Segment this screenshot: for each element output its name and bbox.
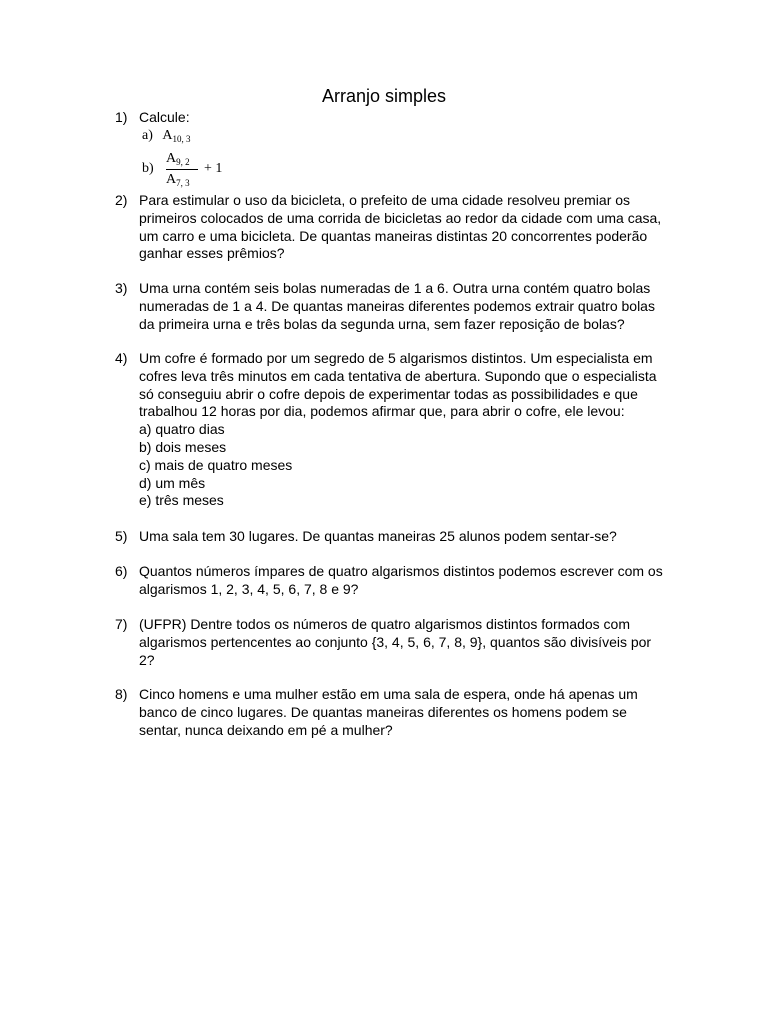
question-number: 2) bbox=[115, 192, 128, 208]
answer-option-b: b) dois meses bbox=[139, 438, 227, 455]
question-number: 4) bbox=[115, 350, 128, 366]
item-b-label: b) bbox=[142, 161, 154, 176]
question-text-line: Um cofre é formado por um segredo de 5 algarismos distintos. Um especialista em bbox=[139, 350, 653, 366]
answer-option-c: c) mais de quatro meses bbox=[139, 456, 293, 473]
question-text-line: 2? bbox=[139, 651, 155, 668]
question-text-line: Cinco homens e uma mulher estão em uma sala de espera, onde há apenas um bbox=[139, 686, 638, 702]
question-text-line: algarismos pertencentes ao conjunto {3, 4, 5, 6, 7, 8, 9}, quantos são divisíveis por bbox=[139, 633, 652, 650]
question-text-line: numeradas de 1 a 4. De quantas maneiras diferentes podemos extrair quatro bolas bbox=[139, 297, 655, 314]
question-text-line: só conseguiu abrir o cofre depois de experimentar todas as possibilidades e que bbox=[139, 385, 638, 402]
arrangement-subscript: 10, 3 bbox=[172, 134, 191, 144]
question-text-line: trabalhou 12 horas por dia, podemos afirmar que, para abrir o cofre, ele levou: bbox=[139, 403, 625, 420]
arrangement-subscript: 9, 2 bbox=[176, 157, 190, 167]
fraction-bar bbox=[166, 169, 198, 170]
arrangement-symbol: A bbox=[166, 172, 177, 187]
question-text-line: algarismos 1, 2, 3, 4, 5, 6, 7, 8 e 9? bbox=[139, 580, 359, 597]
page-title: Arranjo simples bbox=[321, 86, 447, 106]
question-text-line: um carro e uma bicicleta. De quantas maneiras distintas 20 concorrentes poderão bbox=[139, 227, 648, 244]
answer-option-d: d) um mês bbox=[139, 474, 206, 491]
question-number: 6) bbox=[115, 563, 128, 579]
arrangement-symbol: A bbox=[166, 151, 177, 166]
question-text-line: (UFPR) Dentre todos os números de quatro algarismos distintos formados com bbox=[139, 616, 630, 632]
answer-option-a: a) quatro dias bbox=[139, 421, 225, 438]
question-text-line: Quantos números ímpares de quatro algarismos distintos podemos escrever com os bbox=[139, 563, 663, 579]
question-number: 1) bbox=[115, 109, 128, 125]
question-text-line: primeiros colocados de uma corrida de bicicletas ao redor da cidade com uma casa, bbox=[139, 209, 662, 226]
question-text-line: Uma sala tem 30 lugares. De quantas maneiras 25 alunos podem sentar-se? bbox=[139, 528, 617, 544]
arrangement-symbol: A bbox=[162, 128, 173, 143]
plus-one: + 1 bbox=[204, 161, 223, 176]
question-number: 3) bbox=[115, 280, 128, 296]
question-text-line: ganhar esses prêmios? bbox=[139, 245, 285, 262]
question-text-line: da primeira urna e três bolas da segunda urna, sem fazer reposição de bolas? bbox=[139, 315, 625, 332]
arrangement-subscript: 7, 3 bbox=[176, 178, 190, 188]
question-text-line: cofres leva três minutos em cada tentativa de abertura. Supondo que o especialista bbox=[139, 367, 657, 384]
question-text-line: Para estimular o uso da bicicleta, o prefeito de uma cidade resolveu premiar os bbox=[139, 192, 631, 208]
fraction-numerator bbox=[166, 151, 190, 167]
item-b-expression bbox=[142, 151, 262, 193]
item-a-label: a) bbox=[142, 128, 153, 143]
question-number: 8) bbox=[115, 686, 128, 702]
item-a-expression bbox=[142, 128, 191, 144]
question-text-line: banco de cinco lugares. De quantas maneiras diferentes os homens podem se bbox=[139, 703, 627, 720]
question-text-line: Uma urna contém seis bolas numeradas de 1 a 6. Outra urna contém quatro bolas bbox=[139, 280, 651, 296]
question-number: 7) bbox=[115, 616, 128, 632]
question-number: 5) bbox=[115, 528, 128, 544]
answer-option-e: e) três meses bbox=[139, 492, 224, 509]
question-text-line: Calcule: bbox=[139, 109, 190, 125]
question-text-line: sentar, nunca deixando em pé a mulher? bbox=[139, 721, 393, 738]
fraction-denominator bbox=[166, 172, 190, 188]
